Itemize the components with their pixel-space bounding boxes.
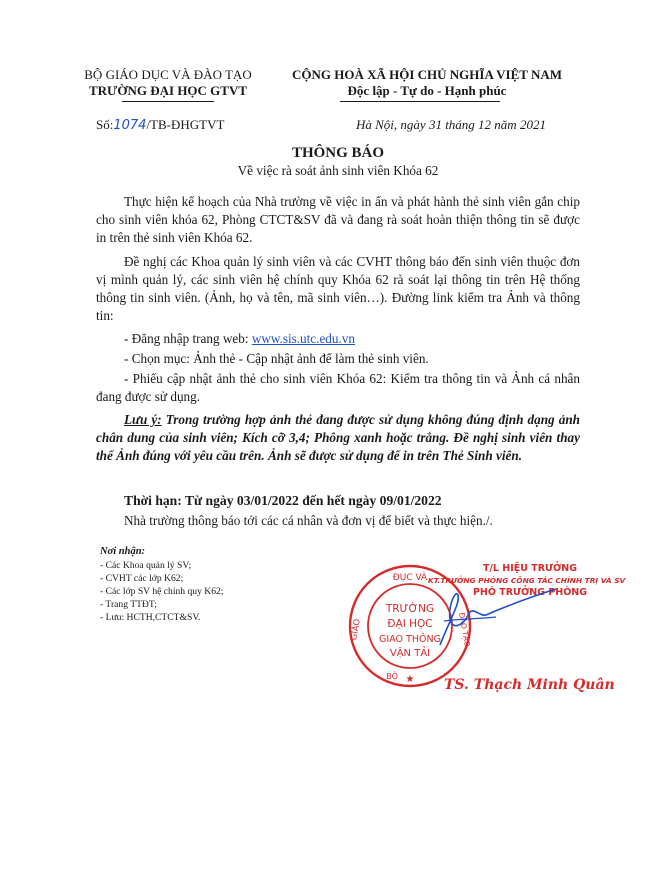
republic-name: CỘNG HOÀ XÃ HỘI CHỦ NGHĨA VIỆT NAM [291, 67, 563, 82]
stamp-star-icon: ★ [405, 674, 415, 685]
document-subject: Về việc rà soát ảnh sinh viên Khóa 62 [237, 163, 439, 178]
signature-title-2: KT.TRƯỞNG PHÒNG CÔNG TÁC CHÍNH TRỊ VÀ SV [428, 576, 626, 585]
recipient-item: - Các Khoa quản lý SV; [100, 560, 192, 571]
document-number [96, 116, 224, 135]
bullet-select-menu: - Chọn mục: Ảnh thẻ - Cập nhật ảnh để làm thẻ sinh viên. [124, 351, 429, 366]
recipient-item: - CVHT các lớp K62; [100, 573, 184, 584]
recipients-label: Nơi nhận: [100, 546, 146, 557]
signer-name: TS. Thạch Minh Quân [444, 677, 615, 693]
handwritten-signature [400, 575, 560, 655]
ministry-name: BỘ GIÁO DỤC VÀ ĐÀO TẠO [84, 67, 252, 82]
bullet-login [96, 330, 580, 348]
bullet-login-text: - Đăng nhập trang web: [124, 331, 252, 346]
place-date: Hà Nội, ngày 31 tháng 12 năm 2021 [356, 117, 546, 132]
doc-number-suffix: /TB-ĐHGTVT [146, 117, 225, 132]
note-text: Trong trường hợp ảnh thẻ đang được sử dụng không đúng định dạng ảnh chân dung của sinh viên; Kích cỡ 3,4; Phông xanh hoặc trắng. Đề nghị sinh viên thay thế Ảnh đúng với yêu cầu trên. Ảnh sẽ được sử dụng để in trên Thẻ Sinh viên. [96, 412, 580, 463]
closing-sentence: Nhà trường thông báo tới các cá nhân và đơn vị để biết và thực hiện./. [124, 513, 493, 528]
stamp-center-line: VẬN TẢI [389, 648, 431, 659]
university-name: TRƯỜNG ĐẠI HỌC GTVT [88, 83, 248, 98]
doc-number-prefix: Số: [96, 117, 114, 132]
signature-stroke [440, 589, 556, 645]
note-label: Lưu ý: [124, 412, 162, 427]
stamp-center-line: ĐẠI HỌC [387, 618, 433, 630]
stamp-ring-left: GIÁO [349, 618, 363, 642]
sis-link[interactable]: www.sis.utc.edu.vn [251, 331, 355, 346]
doc-number-handwritten: 1074 [113, 118, 147, 133]
document-title: THÔNG BÁO [291, 145, 385, 161]
stamp-ring-bottom: BỘ [386, 672, 398, 681]
bullet-update-form: - Phiếu cập nhật ảnh thẻ cho sinh viên Khóa 62: Kiểm tra thông tin và Ảnh cá nhân đang được sử dụng. [96, 371, 580, 404]
deadline: Thời hạn: Từ ngày 03/01/2022 đến hết ngày 09/01/2022 [124, 493, 442, 508]
stamp-center-line: TRƯỜNG [385, 603, 435, 615]
recipient-item: - Lưu: HCTH,CTCT&SV. [100, 612, 201, 623]
paragraph-1: Thực hiện kế hoạch của Nhà trường về việc in ấn và phát hành thẻ sinh viên gắn chip cho sinh viên khóa 62, Phòng CTCT&SV đã và đang rà soát hoàn thiện thông tin sẽ được in trên thẻ sinh viên Khóa 62. [96, 194, 580, 245]
note-paragraph [96, 411, 580, 465]
left-header-underline [122, 101, 214, 102]
signature-title-1: T/L HIỆU TRƯỞNG [482, 563, 578, 574]
stamp-ring-right: ĐÀO TẠO [457, 611, 472, 648]
right-header-underline [340, 101, 500, 102]
signature-title-3: PHÓ TRƯỞNG PHÒNG [472, 587, 588, 598]
recipient-item: - Trang TTĐT; [100, 599, 157, 610]
stamp-ring-top: ĐỤC VÀ [392, 573, 428, 583]
paragraph-2: Đề nghị các Khoa quản lý sinh viên và các CVHT thông báo đến sinh viên thuộc đơn vị mình quản lý, các sinh viên hệ chính quy Khóa 62 rà soát lại thông tin trên Hệ thống thông tin sinh viên. (Ảnh, họ và tên, mã sinh viên…). Đường link kiểm tra Ảnh và thông tin: [96, 254, 580, 323]
stamp-center-line: GIAO THÔNG [379, 634, 441, 645]
national-motto: Độc lập - Tự do - Hạnh phúc [347, 83, 507, 98]
recipient-item: - Các lớp SV hệ chính quy K62; [100, 586, 224, 597]
